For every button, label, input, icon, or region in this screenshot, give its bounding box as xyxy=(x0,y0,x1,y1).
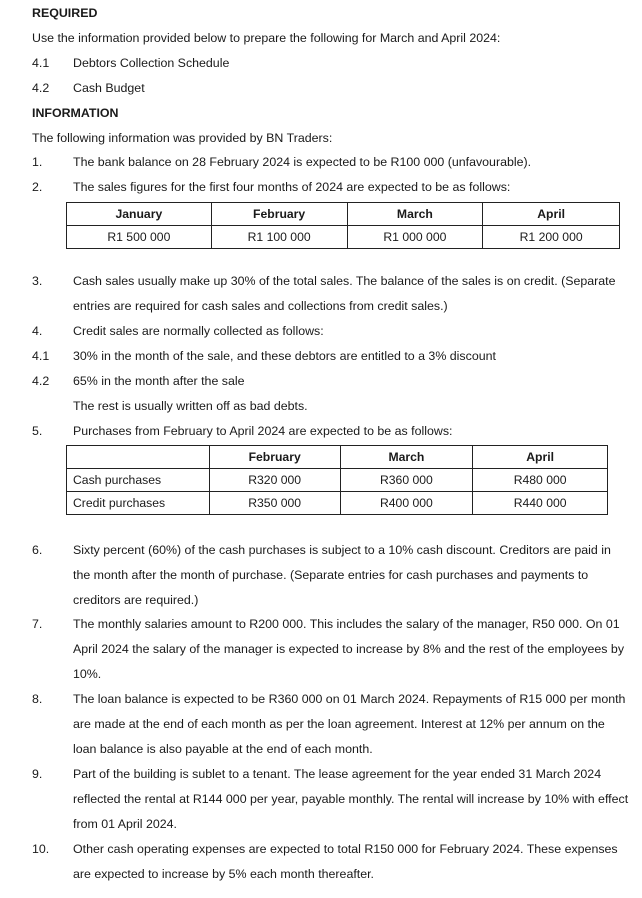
required-item-text: Debtors Collection Schedule xyxy=(73,56,230,70)
item-number: 1. xyxy=(32,155,43,169)
table-header-cell: March xyxy=(347,203,483,226)
table-row xyxy=(67,226,620,249)
item-text: The bank balance on 28 February 2024 is expected to be R100 000 (unfavourable). xyxy=(73,155,532,169)
table-cell: R320 000 xyxy=(209,469,340,492)
table-cell: R1 100 000 xyxy=(211,226,347,249)
item-text: The sales figures for the first four months of 2024 are expected to be as follows: xyxy=(73,180,511,194)
table-header-cell: March xyxy=(340,446,473,469)
table-header-row xyxy=(67,446,608,469)
table-row-label: Credit purchases xyxy=(67,492,210,515)
item-text: are expected to increase by 5% each month thereafter. xyxy=(73,867,374,881)
item-number: 4.2 xyxy=(32,374,50,388)
table-cell: R440 000 xyxy=(473,492,608,515)
item-number: 2. xyxy=(32,180,43,194)
item-text: reflected the rental at R144 000 per year, payable monthly. The rental will increase by 10% with effect xyxy=(73,792,629,806)
item-text: Purchases from February to April 2024 are expected to be as follows: xyxy=(73,424,453,438)
item-text: the month after the month of purchase. (Separate entries for cash purchases and payments to xyxy=(73,568,589,582)
table-row xyxy=(67,492,608,515)
item-text: 65% in the month after the sale xyxy=(73,374,245,388)
information-intro: The following information was provided by BN Traders: xyxy=(32,131,333,145)
item-number: 9. xyxy=(32,767,43,781)
item-number: 8. xyxy=(32,692,43,706)
item-text: The monthly salaries amount to R200 000. This includes the salary of the manager, R50 000. On 01 xyxy=(73,617,620,631)
purchases-table xyxy=(66,445,608,515)
item-text: Cash sales usually make up 30% of the total sales. The balance of the sales is on credit. (Separate xyxy=(73,274,616,288)
table-cell: R400 000 xyxy=(340,492,473,515)
item-text: creditors are required.) xyxy=(73,593,199,607)
item-text: Other cash operating expenses are expected to total R150 000 for February 2024. These expenses xyxy=(73,842,618,856)
item-number: 10. xyxy=(32,842,50,856)
table-cell: R360 000 xyxy=(340,469,473,492)
required-item-text: Cash Budget xyxy=(73,81,145,95)
item-text: are made at the end of each month as per the loan agreement. Interest at 12% per annum on the xyxy=(73,717,605,731)
item-number: 5. xyxy=(32,424,43,438)
required-heading: REQUIRED xyxy=(32,6,98,20)
table-cell: R350 000 xyxy=(209,492,340,515)
item-text: The loan balance is expected to be R360 000 on 01 March 2024. Repayments of R15 000 per month xyxy=(73,692,626,706)
table-header-row xyxy=(67,203,620,226)
required-item-number: 4.2 xyxy=(32,81,50,95)
item-number: 3. xyxy=(32,274,43,288)
table-header-cell xyxy=(67,446,210,469)
item-text: 30% in the month of the sale, and these debtors are entitled to a 3% discount xyxy=(73,349,496,363)
item-text: entries are required for cash sales and collections from credit sales.) xyxy=(73,299,448,313)
information-heading: INFORMATION xyxy=(32,106,119,120)
item-text: from 01 April 2024. xyxy=(73,817,178,831)
item-text: Credit sales are normally collected as follows: xyxy=(73,324,324,338)
table-row xyxy=(67,469,608,492)
table-cell: R1 500 000 xyxy=(67,226,212,249)
item-number: 7. xyxy=(32,617,43,631)
item-number: 4. xyxy=(32,324,43,338)
item-number: 4.1 xyxy=(32,349,50,363)
table-header-cell: January xyxy=(67,203,212,226)
table-header-cell: February xyxy=(209,446,340,469)
table-header-cell: April xyxy=(483,203,620,226)
item-text: 10%. xyxy=(73,667,102,681)
table-row-label: Cash purchases xyxy=(67,469,210,492)
table-header-cell: April xyxy=(473,446,608,469)
table-cell: R480 000 xyxy=(473,469,608,492)
item-text: loan balance is also payable at the end of each month. xyxy=(73,742,373,756)
table-cell: R1 000 000 xyxy=(347,226,483,249)
sales-table xyxy=(66,202,620,249)
item-text: The rest is usually written off as bad debts. xyxy=(73,399,308,413)
table-header-cell: February xyxy=(211,203,347,226)
required-item-number: 4.1 xyxy=(32,56,50,70)
table-cell: R1 200 000 xyxy=(483,226,620,249)
required-intro: Use the information provided below to prepare the following for March and April 2024: xyxy=(32,31,501,45)
item-text: Sixty percent (60%) of the cash purchases is subject to a 10% cash discount. Creditors are paid in xyxy=(73,543,611,557)
item-text: Part of the building is sublet to a tenant. The lease agreement for the year ended 31 March 2024 xyxy=(73,767,602,781)
item-text: April 2024 the salary of the manager is expected to increase by 8% and the rest of the employees by xyxy=(73,642,625,656)
item-number: 6. xyxy=(32,543,43,557)
